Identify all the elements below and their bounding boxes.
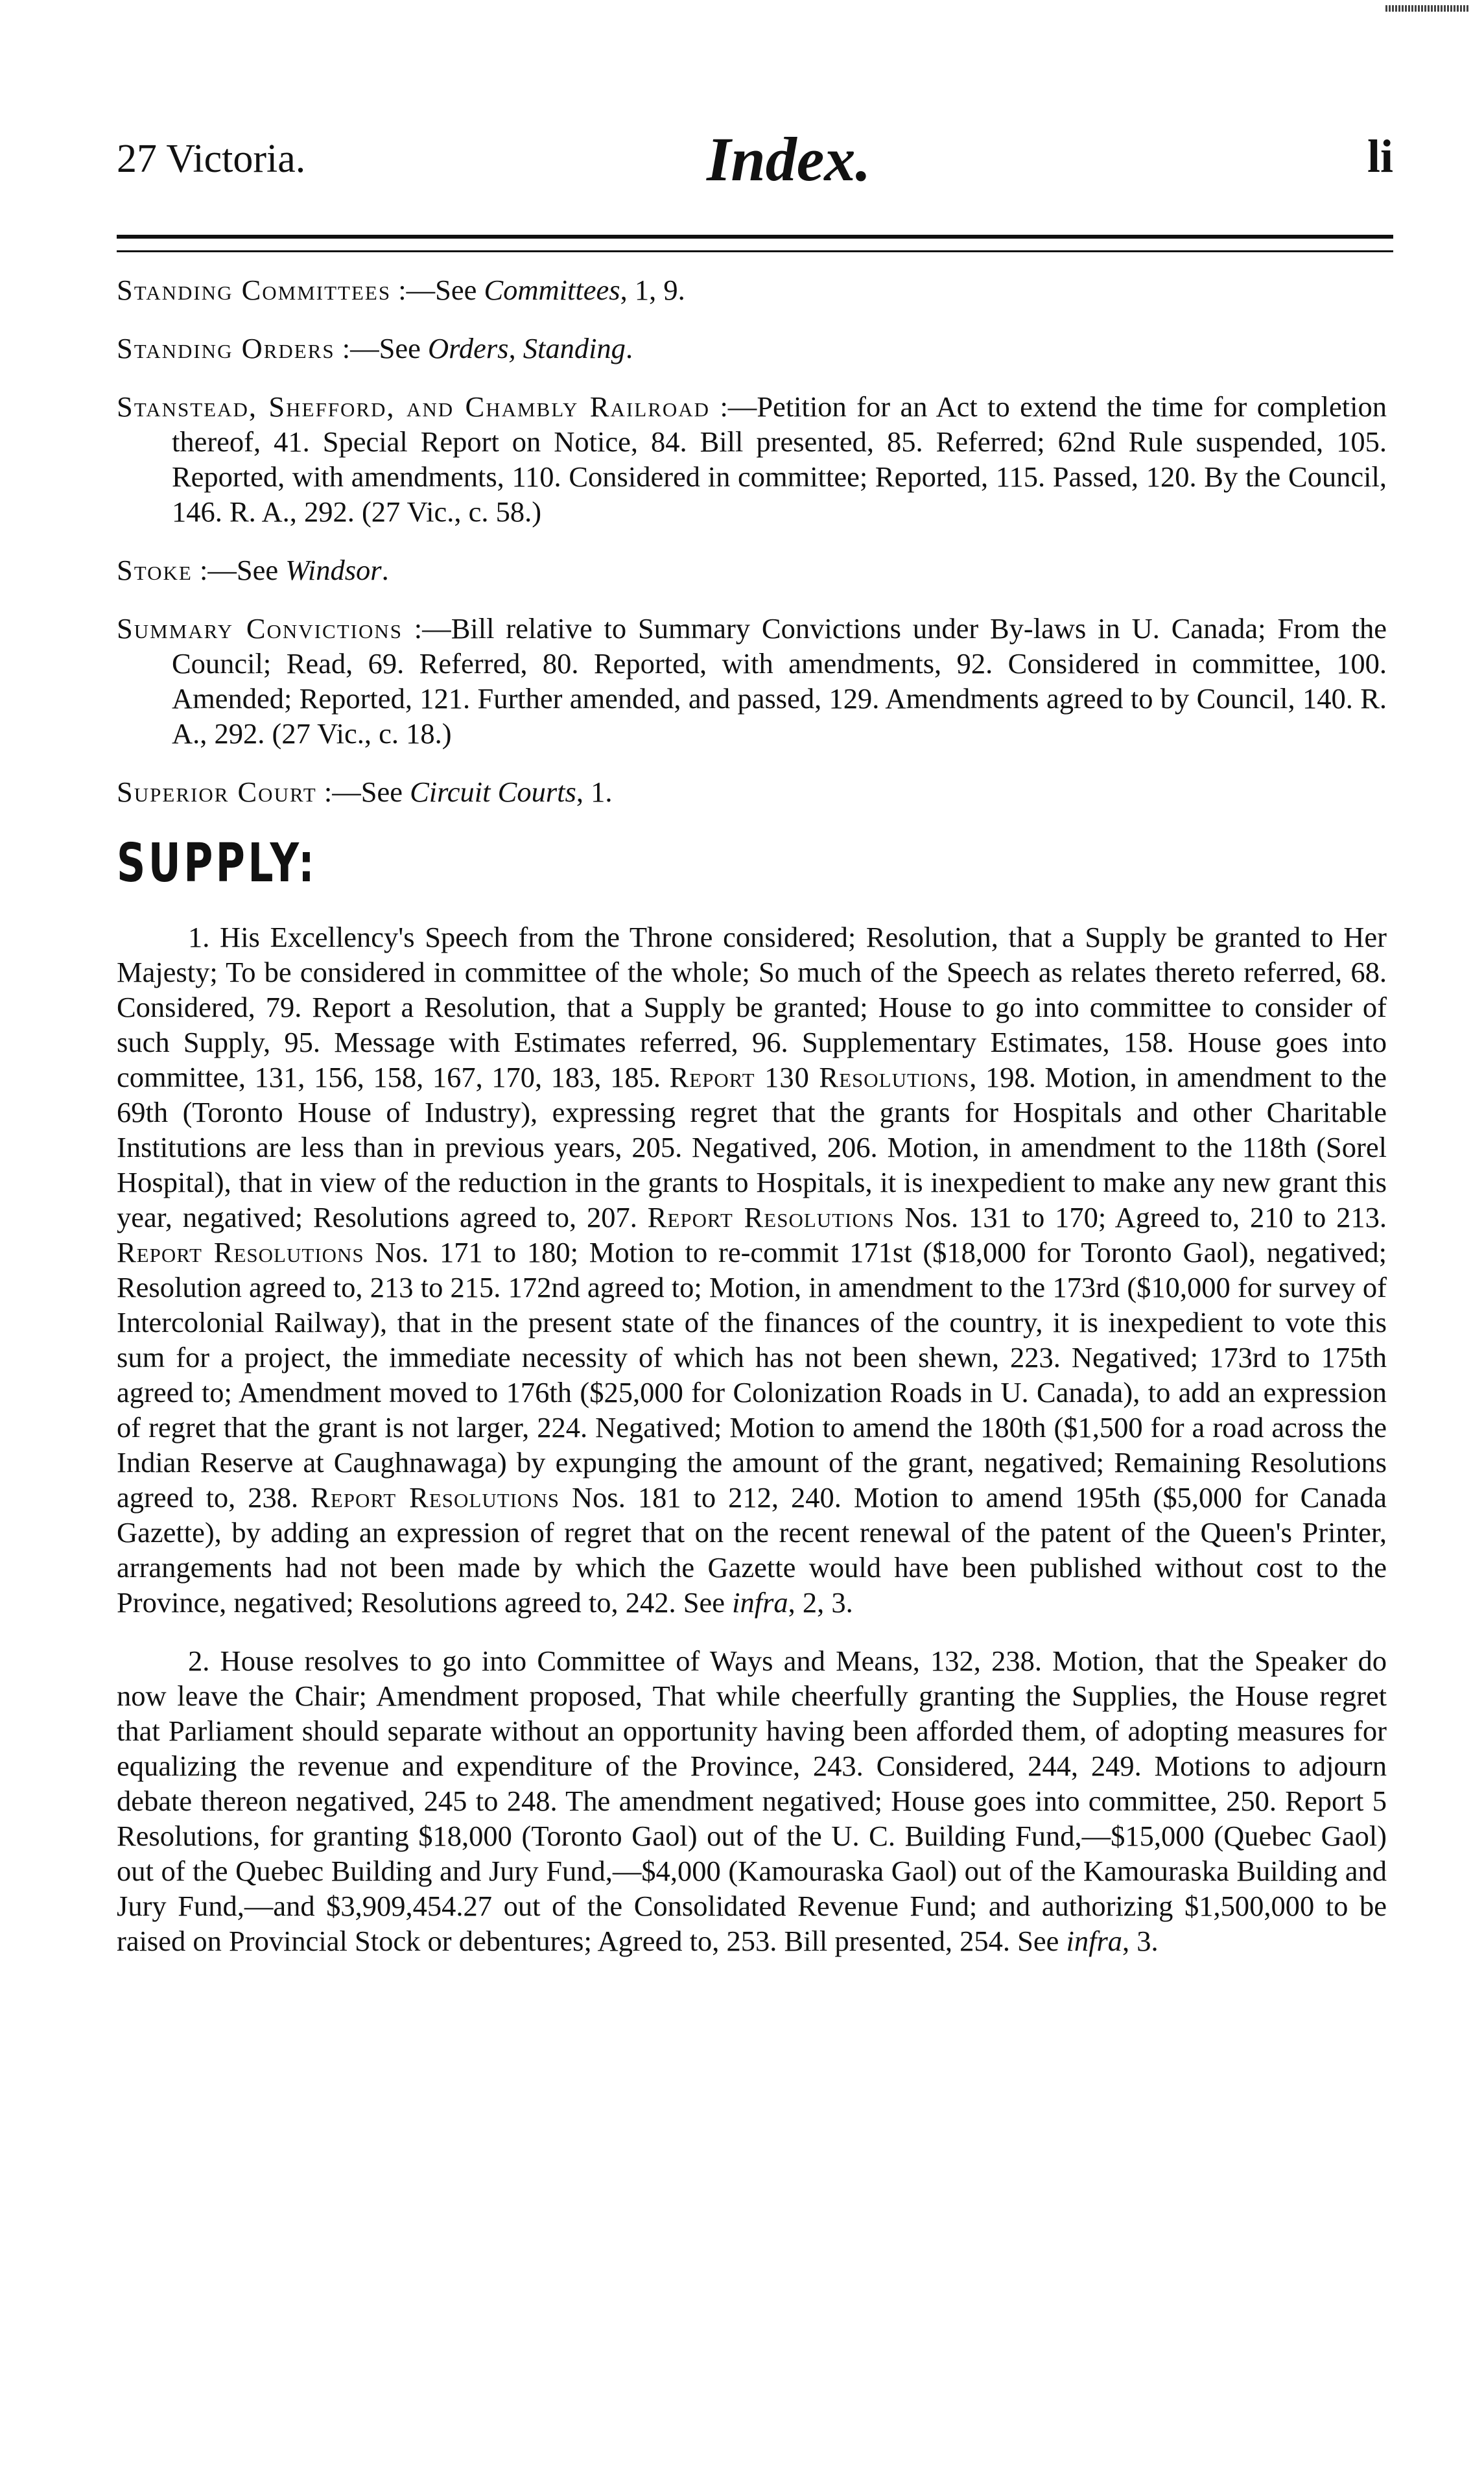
entry-sep: :— [402, 612, 451, 645]
entry-ref: Circuit Courts [410, 776, 576, 808]
entry-sep: :—See [316, 776, 410, 808]
italic-text: infra [732, 1586, 788, 1619]
index-entry-standing-committees [117, 272, 1387, 307]
header-rule [117, 235, 1393, 252]
index-entry-stoke [117, 553, 1387, 588]
para-text: Nos. 181 to 212, 240. Motion to amend 195th ($5,000 for Canada Gazette), by adding an expression of regret that on the recent renewal of the patent of the Queen's Printer, arrangements had not been made by which the Gazette would have been published without cost to the Province, negatived; Resolutions agreed to, 242. See [117, 1481, 1387, 1619]
index-entry-stanstead-railroad [117, 389, 1387, 529]
scan-mark [1385, 5, 1470, 12]
header-page-number: li [1367, 130, 1393, 182]
index-entry-superior-court [117, 774, 1387, 809]
para-text: , 198. Motion, in amendment to the 69th (Toronto House of Industry), expressing regret that the grants for Hospitals and other Charitable Institutions are less than in previous years, 205. Negatived, 206. Motion, in amendment to the 118th (Sorel Hospital), that in view of the reduction in the grants to Hospitals, it is inexpedient to make any new grant this year, negatived; Resolutions agreed to, 207. [117, 1061, 1387, 1233]
entry-rest: , 1, 9. [620, 274, 685, 306]
entry-term: Stoke [117, 554, 193, 586]
entry-term: Superior Court [117, 776, 317, 808]
index-entry-summary-convictions [117, 611, 1387, 751]
small-caps-text: Report Resolutions [311, 1481, 560, 1514]
para-text: , 2, 3. [788, 1586, 853, 1619]
para-text: 2. House resolves to go into Committee of Ways and Means, 132, 238. Motion, that the Speaker do now leave the Chair; Amendment proposed, That while cheerfully granting the Supplies, the House regret that Parliament should separate without an opportunity having been afforded them, of adopting measures for equalizing the revenue and expenditure of the Province, 243. Considered, 244, 249. Motions to adjourn debate thereon negatived, 245 to 248. The amendment negatived; House goes into committee, 250. Report 5 Resolutions, for granting $18,000 (Toronto Gaol) out of the U. C. Building Fund,—$15,000 (Quebec Gaol) out of the Quebec Building and Jury Fund,—$4,000 (Kamouraska Gaol) out of the Kamouraska Building and Jury Fund,—and $3,909,454.27 out of the Consolidated Revenue Fund; and authorizing $1,500,000 to be raised on Provincial Stock or debentures; Agreed to, 253. Bill presented, 254. See [117, 1645, 1387, 1957]
entry-rest: , 1. [576, 776, 613, 808]
entry-sep: :—See [335, 332, 429, 364]
entry-sep: :— [710, 390, 757, 423]
entry-rest: Bill relative to Summary Convictions under By-laws in U. Canada; From the Council; Read, 69. Referred, 80. Reported, with amendments, 92. Considered in committee, 100. Amended; Reported, 121. Further amended, and passed, 129. Amendments agreed to by Council, 140. R. A., 292. (27 Vic., c. 18.) [172, 612, 1387, 750]
para-text: , 3. [1122, 1925, 1159, 1957]
entry-term: Summary Convictions [117, 612, 403, 645]
header-volume: 27 Victoria. [117, 137, 306, 181]
entry-ref: Orders, Standing [428, 332, 626, 364]
entry-ref: Windsor [285, 554, 382, 586]
supply-paragraph-2 [117, 1643, 1387, 1958]
entry-rest: . [381, 554, 389, 586]
para-text: Nos. 131 to 170; Agreed to, 210 to 213. [894, 1201, 1387, 1233]
supply-heading: SUPPLY: [117, 833, 318, 894]
para-text: Nos. 171 to 180; Motion to re-commit 171st ($18,000 for Toronto Gaol), negatived; Resolution agreed to, 213 to 215. 172nd agreed to; Motion, in amendment to the 173rd ($10,000 for survey of Intercolonial Railway), that in the present state of the finances of the country, it is inexpedient to vote this sum for a project, the immediate necessity of which has not been shewn, 223. Negatived; 173rd to 175th agreed to; Amendment moved to 176th ($25,000 for Colonization Roads in U. Canada), to add an expression of regret that the grant is not larger, 224. Negatived; Motion to amend the 180th ($1,500 for a road across the Indian Reserve at Caughnawaga) by expunging the amount of the grant, negatived; Remaining Resolutions agreed to, 238. [117, 1236, 1387, 1514]
index-content [117, 272, 1387, 1982]
entry-sep: :—See [192, 554, 286, 586]
small-caps-text: Report Resolutions [647, 1201, 895, 1233]
index-entry-standing-orders [117, 331, 1387, 366]
supply-paragraph-1 [117, 920, 1387, 1620]
entry-sep: :—See [391, 274, 484, 306]
small-caps-text: Report 130 Resolutions [669, 1061, 970, 1093]
small-caps-text: Report Resolutions [117, 1236, 364, 1268]
entry-rest: Petition for an Act to extend the time for completion thereof, 41. Special Report on Notice, 84. Bill presented, 85. Referred; 62nd Rule suspended, 105. Reported, with amendments, 110. Considered in committee; Reported, 115. Passed, 120. By the Council, 146. R. A., 292. (27 Vic., c. 58.) [172, 390, 1387, 528]
entry-term: Standing Orders [117, 332, 335, 364]
entry-rest: . [625, 332, 633, 364]
entry-term: Stanstead, Shefford, and Chambly Railroad [117, 390, 711, 423]
para-text: 1. His Excellency's Speech from the Throne considered; Resolution, that a Supply be granted to Her Majesty; To be considered in committee of the whole; So much of the Speech as relates thereto referred, 68. Considered, 79. Report a Resolution, that a Supply be granted; House to go into committee to consider of such Supply, 95. Message with Estimates referred, 96. Supplementary Estimates, 158. House goes into committee, 131, 156, 158, 167, 170, 183, 185. [117, 921, 1387, 1093]
entry-ref: Committees [484, 274, 620, 306]
entry-term: Standing Committees [117, 274, 392, 306]
italic-text: infra [1066, 1925, 1123, 1957]
running-head [117, 123, 1393, 201]
header-title: Index. [707, 125, 871, 194]
